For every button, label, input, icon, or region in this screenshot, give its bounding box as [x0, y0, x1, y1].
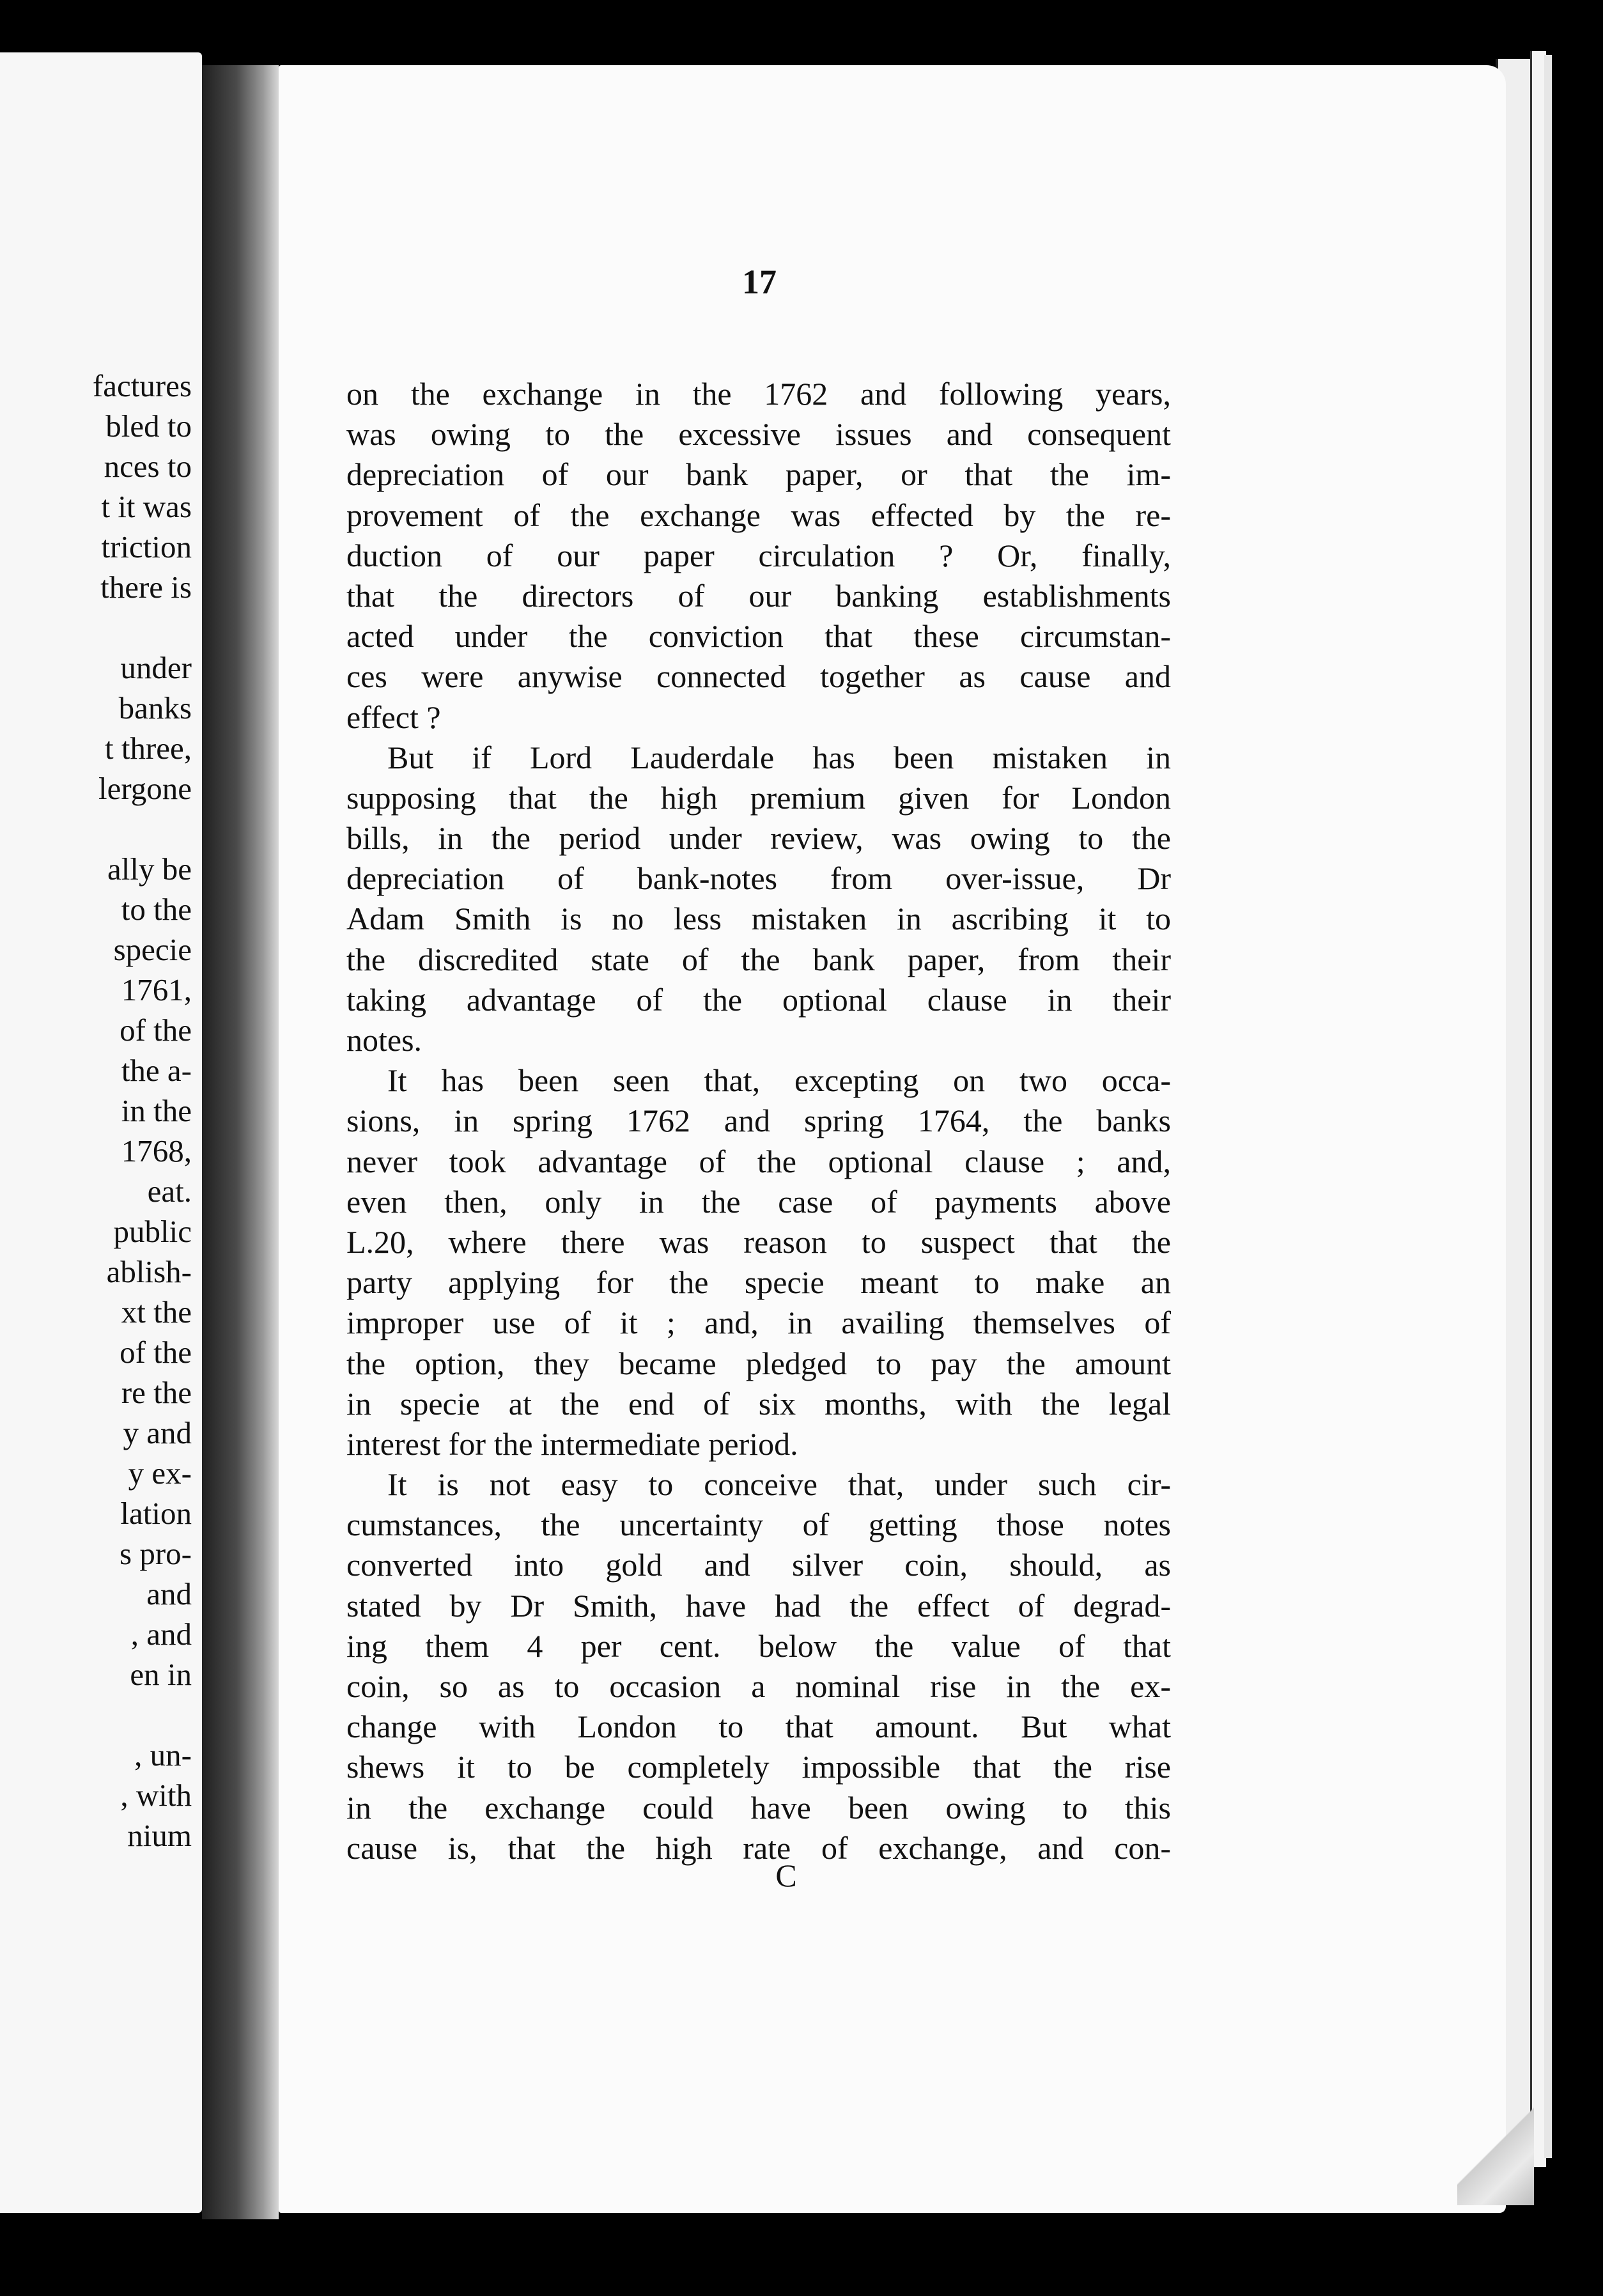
text-line: the discredited state of the bank paper, from their — [346, 941, 1171, 977]
left-page — [0, 52, 202, 2213]
left-fragment-line: of the — [120, 1335, 192, 1370]
text-line: But if Lord Lauderdale has been mistaken in — [387, 739, 1171, 775]
text-line: ing them 4 per cent. below the value of that — [346, 1627, 1171, 1664]
left-fragment-line — [0, 607, 192, 648]
left-fragment-line: public — [113, 1214, 192, 1249]
left-fragment-line: ablish- — [106, 1254, 192, 1289]
text-line: change with London to that amount. But what — [346, 1709, 1171, 1745]
left-fragment-line: nces to — [104, 449, 192, 484]
text-line: L.20, where there was reason to suspect that the — [346, 1223, 1171, 1260]
left-fragment-line: re the — [121, 1375, 192, 1410]
left-fragment-line: ally be — [107, 851, 192, 887]
text-line: depreciation of our bank paper, or that the im- — [346, 456, 1171, 493]
text-line: the option, they became pledged to pay the amount — [346, 1345, 1171, 1381]
text-line: coin, so as to occasion a nominal rise in the ex- — [346, 1668, 1171, 1704]
left-fragment-line: t three, — [104, 731, 192, 766]
left-fragment-line: under — [120, 650, 192, 685]
text-line: notes. — [346, 1022, 422, 1058]
left-fragment-line: to the — [121, 892, 192, 927]
left-fragment-line: s pro- — [120, 1536, 192, 1571]
left-fragment-line: nium — [127, 1818, 192, 1853]
left-fragment-line: the a- — [121, 1053, 192, 1088]
book-gutter-shadow — [202, 65, 279, 2219]
text-line: depreciation of bank-notes from over-issue, Dr — [346, 860, 1171, 897]
left-fragment-line: lation — [120, 1496, 192, 1531]
left-fragment-line: bled to — [105, 408, 192, 444]
left-fragment-line: 1768, — [121, 1133, 192, 1168]
text-line: never took advantage of the optional clause ; and, — [346, 1143, 1171, 1179]
left-fragment-line: banks — [118, 690, 192, 725]
left-fragment-line: and — [146, 1576, 192, 1611]
text-line: cumstances, the uncertainty of getting those notes — [346, 1507, 1171, 1543]
text-line: provement of the exchange was effected by the re- — [346, 497, 1171, 533]
page-edge — [1544, 55, 1552, 2158]
left-fragment-line: 1761, — [121, 972, 192, 1007]
text-line: converted into gold and silver coin, should, as — [346, 1547, 1171, 1583]
left-fragment-line: there is — [100, 570, 192, 605]
left-fragment-line: t it was — [101, 489, 192, 524]
text-line: in the exchange could have been owing to this — [346, 1789, 1171, 1826]
left-fragment-line: , with — [120, 1778, 192, 1813]
text-line: cause is, that the high rate of exchange, and con- — [346, 1829, 1171, 1866]
left-fragment-line: xt the — [121, 1294, 192, 1330]
text-line: party applying for the specie meant to make an — [346, 1264, 1171, 1301]
text-line: even then, only in the case of payments above — [346, 1183, 1171, 1220]
text-line: ces were anywise connected together as cause and — [346, 658, 1171, 695]
text-line: sions, in spring 1762 and spring 1764, the banks — [346, 1103, 1171, 1139]
text-line: Adam Smith is no less mistaken in ascribing it to — [346, 901, 1171, 937]
left-fragment-line: en in — [130, 1657, 192, 1692]
page-number: 17 — [742, 263, 777, 301]
text-line: stated by Dr Smith, have had the effect of degrad- — [346, 1587, 1171, 1624]
text-line: was owing to the excessive issues and consequent — [346, 416, 1171, 453]
text-line: duction of our paper circulation ? Or, finally, — [346, 537, 1171, 573]
page-corner-fold — [1457, 2103, 1534, 2205]
text-line: taking advantage of the optional clause in their — [346, 981, 1171, 1018]
signature-mark: C — [775, 1858, 797, 1893]
text-line: supposing that the high premium given for London — [346, 779, 1171, 816]
left-fragment-line: of the — [120, 1012, 192, 1048]
text-line: in specie at the end of six months, with the legal — [346, 1385, 1171, 1422]
left-page-text-fragments — [0, 366, 192, 1856]
text-line: on the exchange in the 1762 and following years, — [346, 376, 1171, 412]
text-line: effect ? — [346, 699, 441, 735]
text-line: improper use of it ; and, in availing themselves of — [346, 1305, 1171, 1341]
left-fragment-line: factures — [92, 368, 192, 403]
text-line: acted under the conviction that these circumstan- — [346, 618, 1171, 655]
left-fragment-line: specie — [113, 932, 192, 967]
left-fragment-line — [0, 1695, 192, 1735]
left-fragment-line: eat. — [147, 1174, 192, 1209]
text-line: It has been seen that, excepting on two occa- — [387, 1062, 1171, 1099]
text-line: shews it to be completely impossible that the rise — [346, 1749, 1171, 1785]
left-fragment-line: in the — [121, 1093, 192, 1128]
left-fragment-line: triction — [101, 529, 192, 564]
left-fragment-line: y and — [123, 1415, 192, 1450]
left-fragment-line: , and — [130, 1617, 192, 1652]
text-line: interest for the intermediate period. — [346, 1425, 798, 1462]
text-line: bills, in the period under review, was owing to the — [346, 820, 1171, 857]
left-fragment-line: , un- — [134, 1737, 192, 1772]
left-fragment-line — [0, 809, 192, 849]
body-text — [346, 374, 1171, 1868]
text-line: that the directors of our banking establishments — [346, 577, 1171, 614]
text-line: It is not easy to conceive that, under such cir- — [387, 1466, 1171, 1503]
left-fragment-line: y ex- — [128, 1455, 192, 1491]
left-fragment-line: lergone — [98, 771, 192, 806]
